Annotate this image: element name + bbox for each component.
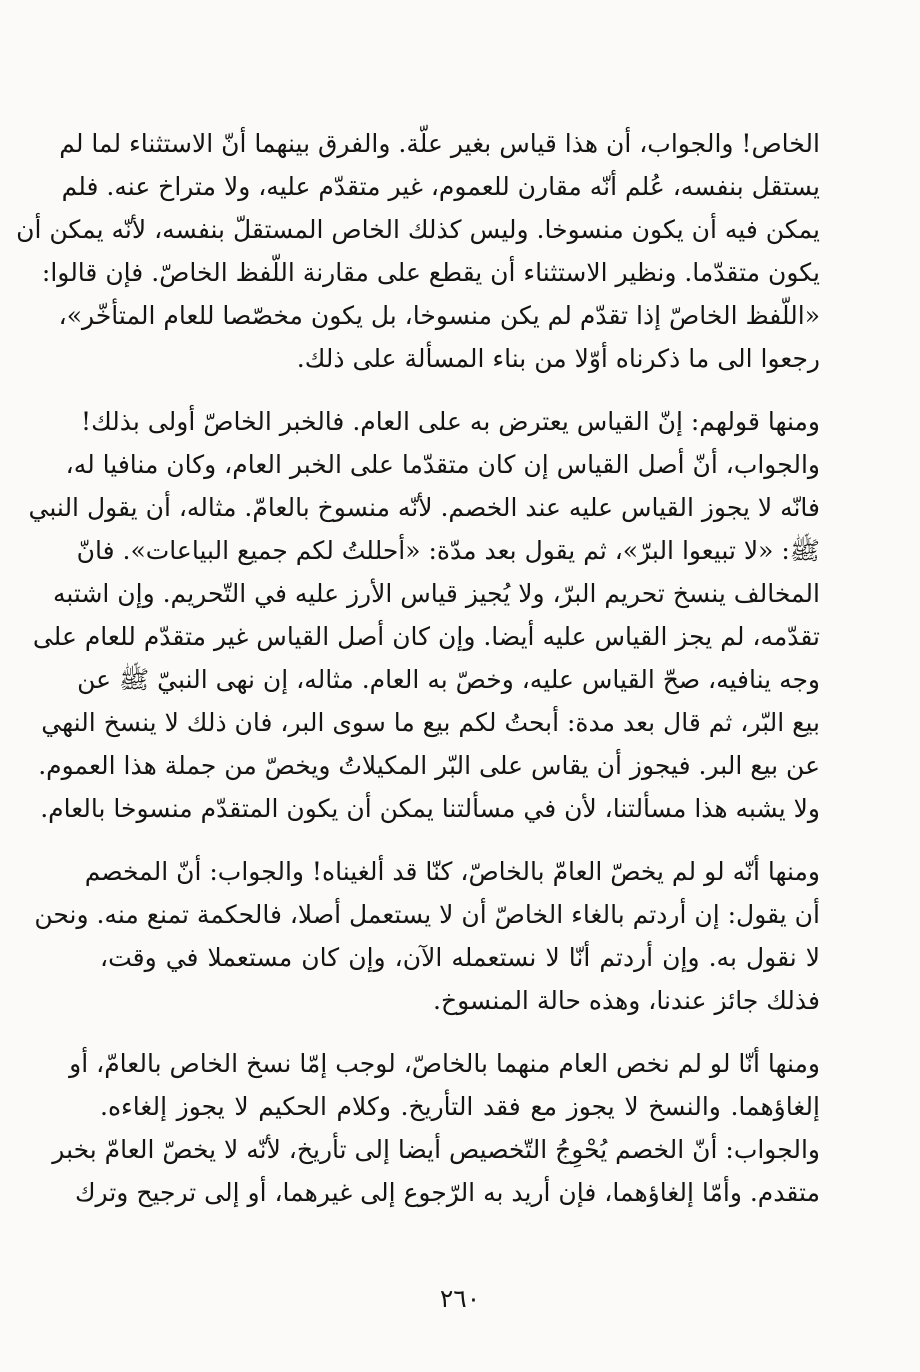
text-line: أن يقول: إن أردتم بالغاء الخاصّ أن لا يستعمل أصلا، فالحكمة تمنع منه. ونحن (34, 900, 820, 929)
text-line: فانّه لا يجوز القياس عليه عند الخصم. لأنّه منسوخ بالعامّ. مثاله، أن يقول النبي (28, 493, 820, 522)
text-line: ولا يشبه هذا مسألتنا، لأن في مسألتنا يمكن أن يكون المتقدّم منسوخا بالعام. (40, 794, 820, 823)
paragraph-gap (100, 1022, 820, 1042)
paragraph-1 (16, 122, 820, 380)
text-line: عن بيع البر. فيجوز أن يقاس على البّر المكيلاتُ ويخصّ من جملة هذا العموم. (38, 751, 820, 780)
paragraph-gap (100, 830, 820, 850)
text-line: فذلك جائز عندنا، وهذه حالة المنسوخ. (433, 986, 820, 1015)
text-line: إلغاؤهما. والنسخ لا يجوز مع فقد التأريخ. وكلام الحكيم لا يجوز إلغاءه. (100, 1092, 820, 1121)
text-line: يكون متقدّما. ونظير الاستثناء أن يقطع على مقارنة اللّفظ الخاصّ. فإن قالوا: (41, 258, 820, 287)
text-line: ومنها أنّه لو لم يخصّ العامّ بالخاصّ، كنّا قد ألغيناه! والجواب: أنّ المخصم (84, 857, 820, 886)
paragraph-gap (100, 380, 820, 400)
text-line: وجه ينافيه، صحّ القياس عليه، وخصّ به العام. مثاله، إن نهى النبيّ ﷺ عن (77, 665, 820, 694)
text-line: يستقل بنفسه، عُلم أنّه مقارن للعموم، غير متقدّم عليه، ولا متراخ عنه. فلم (61, 172, 820, 201)
text-line: الخاص! والجواب، أن هذا قياس بغير علّة. والفرق بينهما أنّ الاستثناء لما لم (59, 129, 820, 158)
paragraph-2 (28, 400, 820, 830)
text-line: يمكن فيه أن يكون منسوخا. وليس كذلك الخاص المستقلّ بنفسه، لأنّه يمكن أن (16, 215, 820, 244)
text-line: تقدّمه، لم يجز القياس عليه أيضا. وإن كان أصل القياس غير متقدّم للعام على (32, 622, 820, 651)
text-line: ومنها قولهم: إنّ القياس يعترض به على العام. فالخبر الخاصّ أولى بذلك! (81, 407, 820, 436)
text-line: المخالف ينسخ تحريم البرّ، ولا يُجيز قياس الأرز عليه في التّحريم. وإن اشتبه (52, 579, 820, 608)
paragraph-4 (52, 1042, 820, 1214)
text-line: «اللّفظ الخاصّ إذا تقدّم لم يكن منسوخا، بل يكون مخصّصا للعام المتأخّر»، (58, 301, 820, 330)
text-line: متقدم. وأمّا إلغاؤهما، فإن أريد به الرّجوع إلى غيرهما، أو إلى ترجيح وترك (74, 1178, 820, 1207)
text-line: ﷺ: «لا تبيعوا البرّ»، ثم يقول بعد مدّة: «أحللتُ لكم جميع البياعات». فانّ (76, 536, 820, 565)
text-line: والجواب: أنّ الخصم يُحْوِجُ التّخصيص أيضا إلى تأريخ، لأنّه لا يخصّ العامّ بخبر (52, 1135, 820, 1164)
page-number: ٢٦٠ (439, 1284, 481, 1313)
text-line: والجواب، أنّ أصل القياس إن كان متقدّما على الخبر العام، وكان منافيا له، (65, 450, 820, 479)
text-line: ومنها أنّا لو لم نخص العام منهما بالخاصّ، لوجب إمّا نسخ الخاص بالعامّ، أو (69, 1049, 820, 1078)
text-line: رجعوا الى ما ذكرناه أوّلا من بناء المسألة على ذلك. (296, 344, 820, 373)
paragraph-3 (34, 850, 820, 1022)
text-line: بيع البّر، ثم قال بعد مدة: أبحتُ لكم بيع ما سوى البر، فان ذلك لا ينسخ النهي (41, 708, 820, 737)
text-line: لا نقول به. وإن أردتم أنّا لا نستعمله الآن، وإن كان مستعملا في وقت، (100, 943, 820, 972)
